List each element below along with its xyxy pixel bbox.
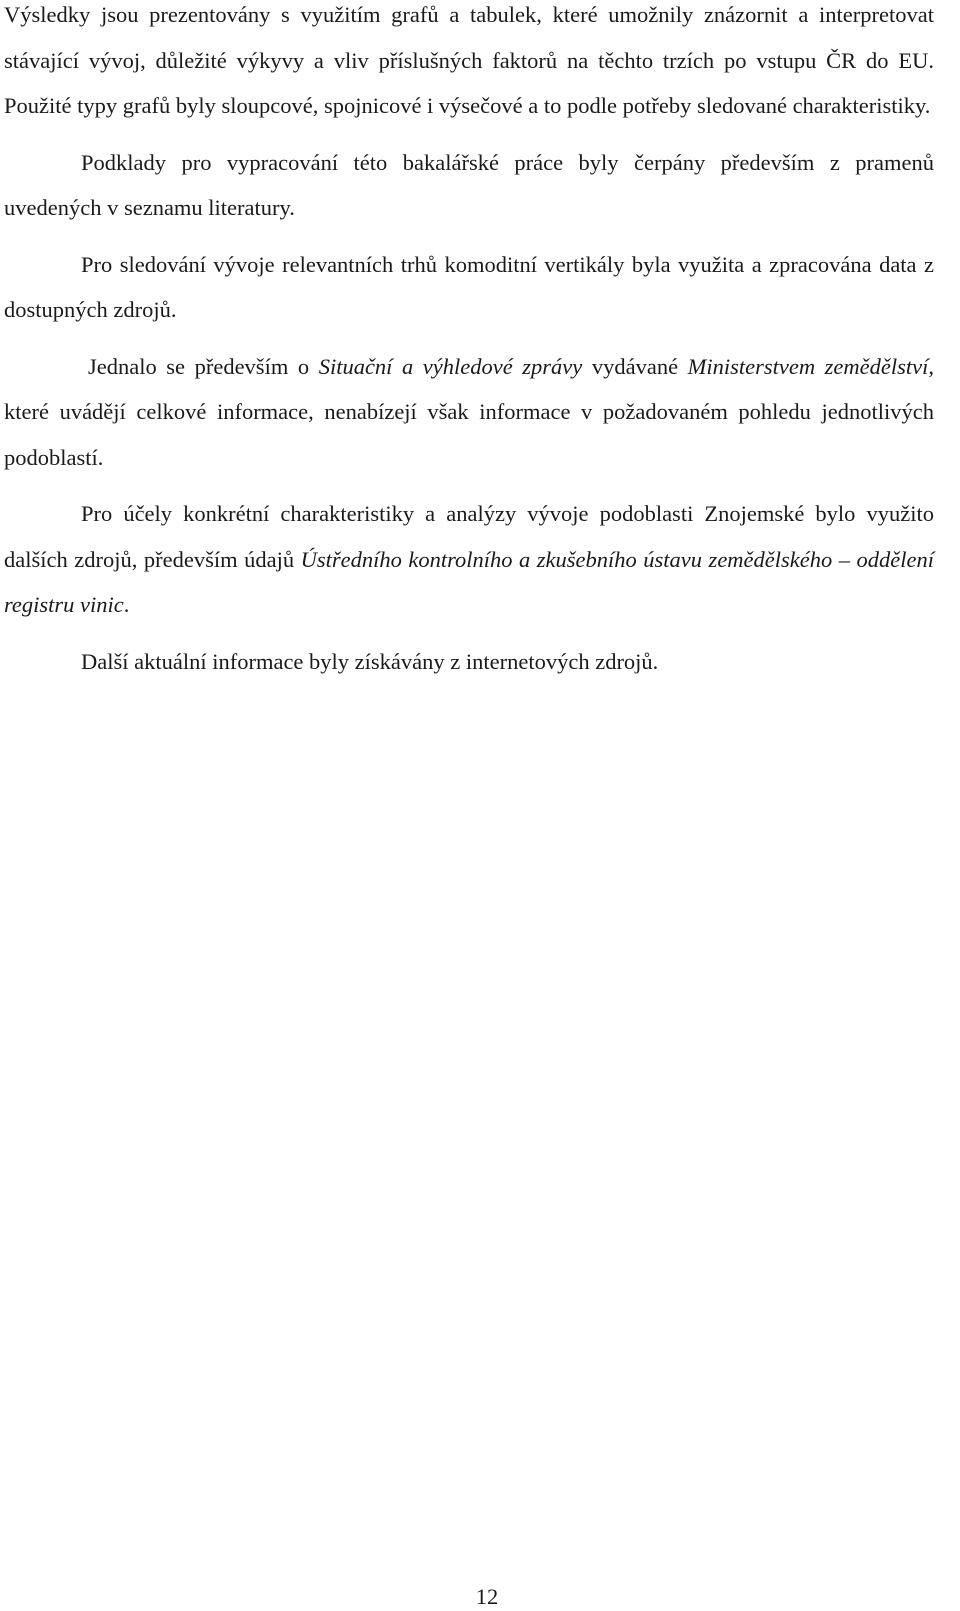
institute-name: Ústředního kontrolního a zkušebního ústavu zemědělského – oddělení registru vinic xyxy=(4,546,935,617)
paragraph-znojmo-text-2: . xyxy=(123,592,130,617)
body-text xyxy=(4,0,934,684)
ministry-report-title: Situační a výhledové zprávy xyxy=(318,353,583,379)
paragraph-znojmo-sources xyxy=(4,491,934,628)
paragraph-market-data: Pro sledování vývoje relevantních trhů komoditní vertikály byla využita a zpracována data z dostupných zdrojů. xyxy=(4,251,934,322)
paragraph-ministry-text-1: Jednalo se především o xyxy=(88,353,319,379)
page-number: 12 xyxy=(475,1584,499,1609)
paragraph-znojmo-text-1: Pro účely konkrétní charakteristiky a analýzy vývoje podoblasti Znojemské bylo využito dalších zdrojů, především údajů xyxy=(4,501,934,572)
paragraph-ministry-reports xyxy=(4,344,934,481)
paragraph-sources: Podklady pro vypracování této bakalářské práce byly čerpány především z pramenů uvedených v seznamu literatury. xyxy=(4,149,934,220)
ministry-name: Ministerstvem zemědělství xyxy=(687,353,929,379)
paragraph-internet-sources: Další aktuální informace byly získávány z internetových zdrojů. xyxy=(81,648,659,674)
paragraph-ministry-text-2: vydávané xyxy=(582,353,688,379)
paragraph-results: Výsledky jsou prezentovány s využitím grafů a tabulek, které umožnily znázornit a interpretovat stávající vývoj, důležité výkyvy a vliv příslušných faktorů na těchto trzích po vstupu ČR do EU. Použité typy grafů byly sloupcové, spojnicové i výsečové a to podle potřeby sledované charakteristiky. xyxy=(4,2,934,118)
paragraph-ministry-text-3: , které uvádějí celkové informace, nenabízejí však informace v požadovaném pohledu jednotlivých podoblastí. xyxy=(4,353,934,470)
